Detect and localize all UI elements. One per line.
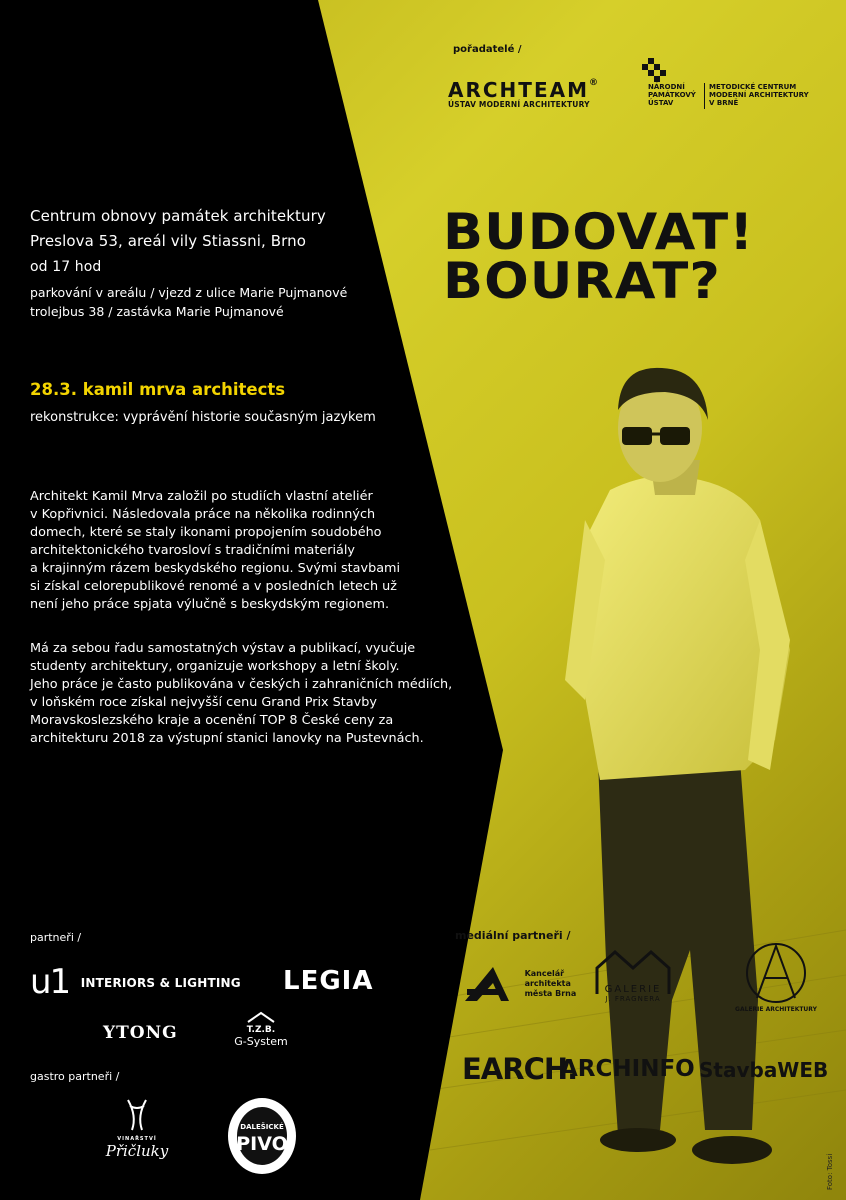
- organizers-label: pořadatelé /: [453, 44, 522, 55]
- description-paragraph-1: Architekt Kamil Mrva založil po studiích vlastní ateliér v Kopřivnici. Následovala práce na několika rodinných domech, které se staly ikonami propojením soudobého architektonického tvarosloví s tradičními materiály a krajinným rázem beskydského regionu. Svými stavbami si získal celorepublikové renomé a v posledních letech už není jeho práce spjata výlučně s beskydským regionem.: [30, 489, 401, 612]
- earch-logo: EARCH.: [462, 1052, 578, 1086]
- dalesicke-pivo-logo: DALEŠICKÉ PIVO: [228, 1098, 296, 1174]
- stavbaweb-logo: StavbaWEB: [699, 1058, 829, 1082]
- partners-label: partneři /: [30, 931, 82, 944]
- roof-icon: [246, 1011, 276, 1023]
- transport-info: trolejbus 38 / zastávka Marie Pujmanové: [30, 304, 284, 319]
- galerie-fragnera-logo: GALERIE J. FRAGNERA: [592, 948, 674, 1003]
- vine-emblem-icon: [122, 1098, 152, 1132]
- headline: [443, 203, 755, 310]
- tzb-logo: T.Z.B. G-System: [228, 1008, 294, 1048]
- galerie-a-icon: [743, 940, 809, 1006]
- kancelar-a-icon: [463, 965, 515, 1003]
- event-title: 28.3. kamil mrva architects: [30, 380, 286, 399]
- media-partners-label: mediální partneři /: [455, 929, 571, 942]
- photo-credit: Foto: Tossi: [826, 1153, 834, 1190]
- parking-info: parkování v areálu / vjezd z ulice Marie Pujmanové: [30, 285, 348, 300]
- archinfo-logo: ARCHINFO: [560, 1056, 695, 1082]
- venue-line-2: Preslova 53, areál vily Stiassni, Brno: [30, 232, 306, 250]
- venue-line-1: Centrum obnovy památek architektury: [30, 207, 326, 225]
- legia-logo: LEGIA: [283, 966, 374, 996]
- event-time: od 17 hod: [30, 259, 102, 275]
- headline-line-2: BOURAT?: [443, 252, 721, 310]
- npu-emblem-icon: [640, 58, 666, 82]
- ytong-logo: YTONG: [103, 1023, 178, 1043]
- headline-line-1: BUDOVAT!: [443, 203, 755, 261]
- pricluky-logo: VINAŘSTVÍ Přičluky: [95, 1098, 179, 1160]
- u1-logo: u1 $^{INTERIORS \& LIGHTING}$: [30, 962, 241, 1002]
- archteam-logo: ARCHTEAM® ÚSTAV MODERNÍ ARCHITEKTURY: [448, 78, 598, 109]
- galerie-architektury-logo: GALERIE ARCHITEKTURY: [735, 940, 817, 1013]
- gastro-partners-label: gastro partneři /: [30, 1070, 120, 1083]
- description-paragraph-2: Má za sebou řadu samostatných výstav a publikací, vyučuje studenty architektury, organizuje workshopy a letní školy. Jeho práce je často publikována v českých i zahraničních médiích, v loňském roce získal nejvyšší cenu Grand Prix Stavby Moravskoslezského kraje a ocenění TOP 8 České ceny za architekturu 2018 za výstupní stanici lanovky na Pustevnách.: [30, 641, 453, 746]
- kancelar-architekta-logo: Kancelář architekta města Brna: [463, 965, 576, 1003]
- event-subtitle: rekonstrukce: vyprávění historie současným jazykem: [30, 410, 376, 425]
